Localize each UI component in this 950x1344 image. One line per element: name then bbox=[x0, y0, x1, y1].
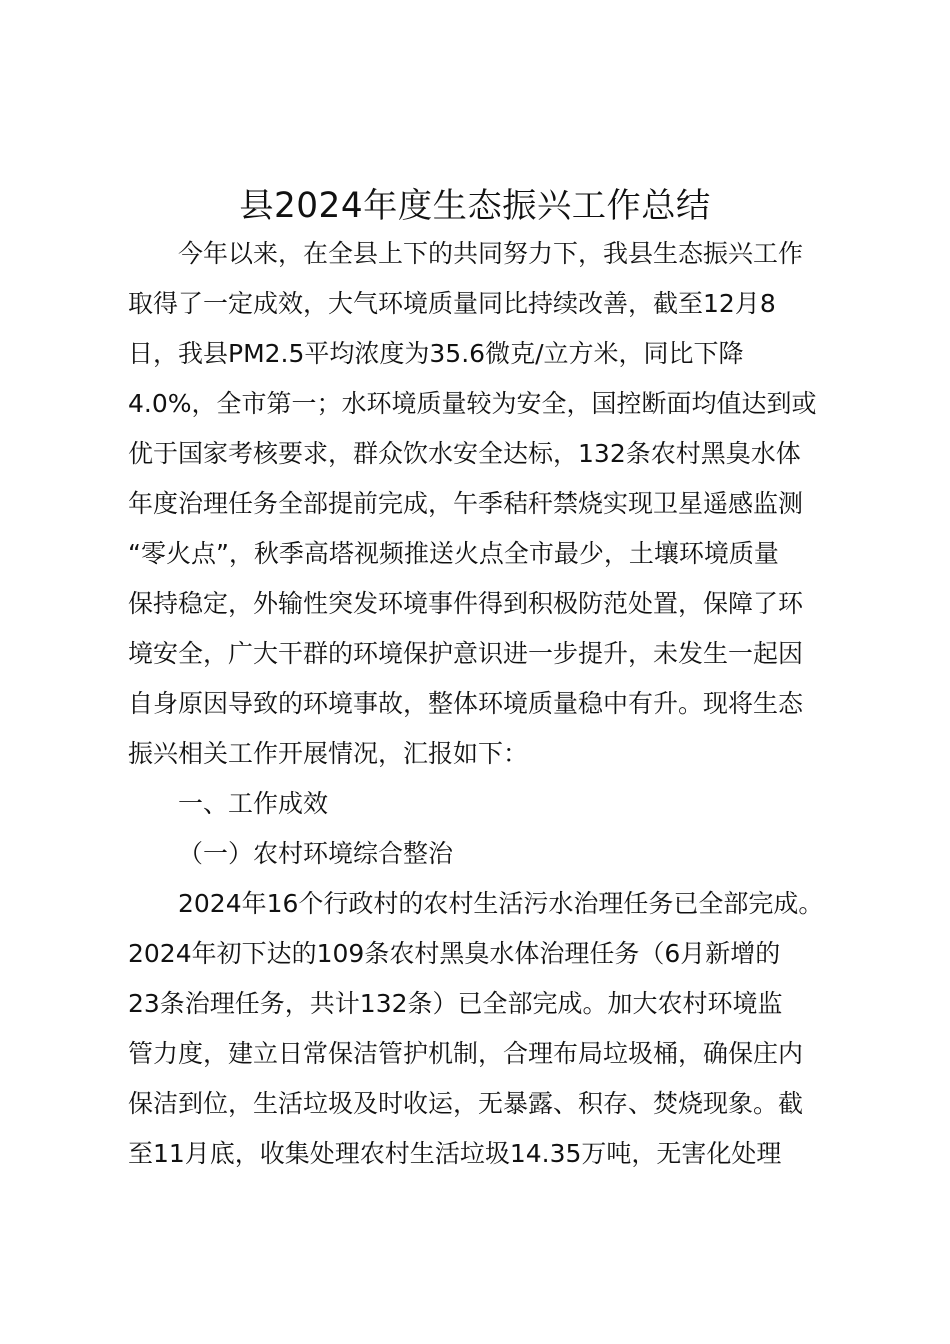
paragraph-line: 优于国家考核要求，群众饮水安全达标，132条农村黑臭水体 bbox=[128, 439, 801, 468]
paragraph-line: 今年以来，在全县上下的共同努力下，我县生态振兴工作 bbox=[178, 239, 804, 268]
paragraph-line: “零火点”，秋季高塔视频推送火点全市最少，土壤环境质量 bbox=[128, 539, 779, 568]
section-heading: 一、工作成效 bbox=[178, 789, 329, 818]
paragraph-line: 振兴相关工作开展情况，汇报如下： bbox=[128, 739, 529, 768]
paragraph-line: 23条治理任务，共计132条）已全部完成。加大农村环境监 bbox=[128, 989, 783, 1018]
subsection-heading: （一）农村环境综合整治 bbox=[178, 839, 454, 868]
document-title: 县2024年度生态振兴工作总结 bbox=[239, 186, 711, 226]
paragraph-line: 自身原因导致的环境事故，整体环境质量稳中有升。现将生态 bbox=[128, 689, 804, 718]
paragraph-line: 2024年16个行政村的农村生活污水治理任务已全部完成。 bbox=[178, 889, 824, 918]
paragraph-line: 保洁到位，生活垃圾及时收运，无暴露、积存、焚烧现象。截 bbox=[128, 1089, 804, 1118]
paragraph-line: 至11月底，收集处理农村生活垃圾14.35万吨，无害化处理 bbox=[128, 1139, 782, 1168]
paragraph-line: 境安全，广大干群的环境保护意识进一步提升，未发生一起因 bbox=[128, 639, 804, 668]
paragraph-line: 保持稳定，外输性突发环境事件得到积极防范处置，保障了环 bbox=[128, 589, 804, 618]
paragraph-line: 年度治理任务全部提前完成，午季秸秆禁烧实现卫星遥感监测 bbox=[128, 489, 804, 518]
paragraph-line: 取得了一定成效，大气环境质量同比持续改善，截至12月8 bbox=[128, 289, 776, 318]
paragraph-line: 2024年初下达的109条农村黑臭水体治理任务（6月新增的 bbox=[128, 939, 781, 968]
paragraph-line: 日，我县PM2.5平均浓度为35.6微克/立方米，同比下降 bbox=[128, 339, 744, 368]
paragraph-line: 4.0%，全市第一；水环境质量较为安全，国控断面均值达到或 bbox=[128, 389, 817, 418]
paragraph-line: 管力度，建立日常保洁管护机制，合理布局垃圾桶，确保庄内 bbox=[128, 1039, 804, 1068]
